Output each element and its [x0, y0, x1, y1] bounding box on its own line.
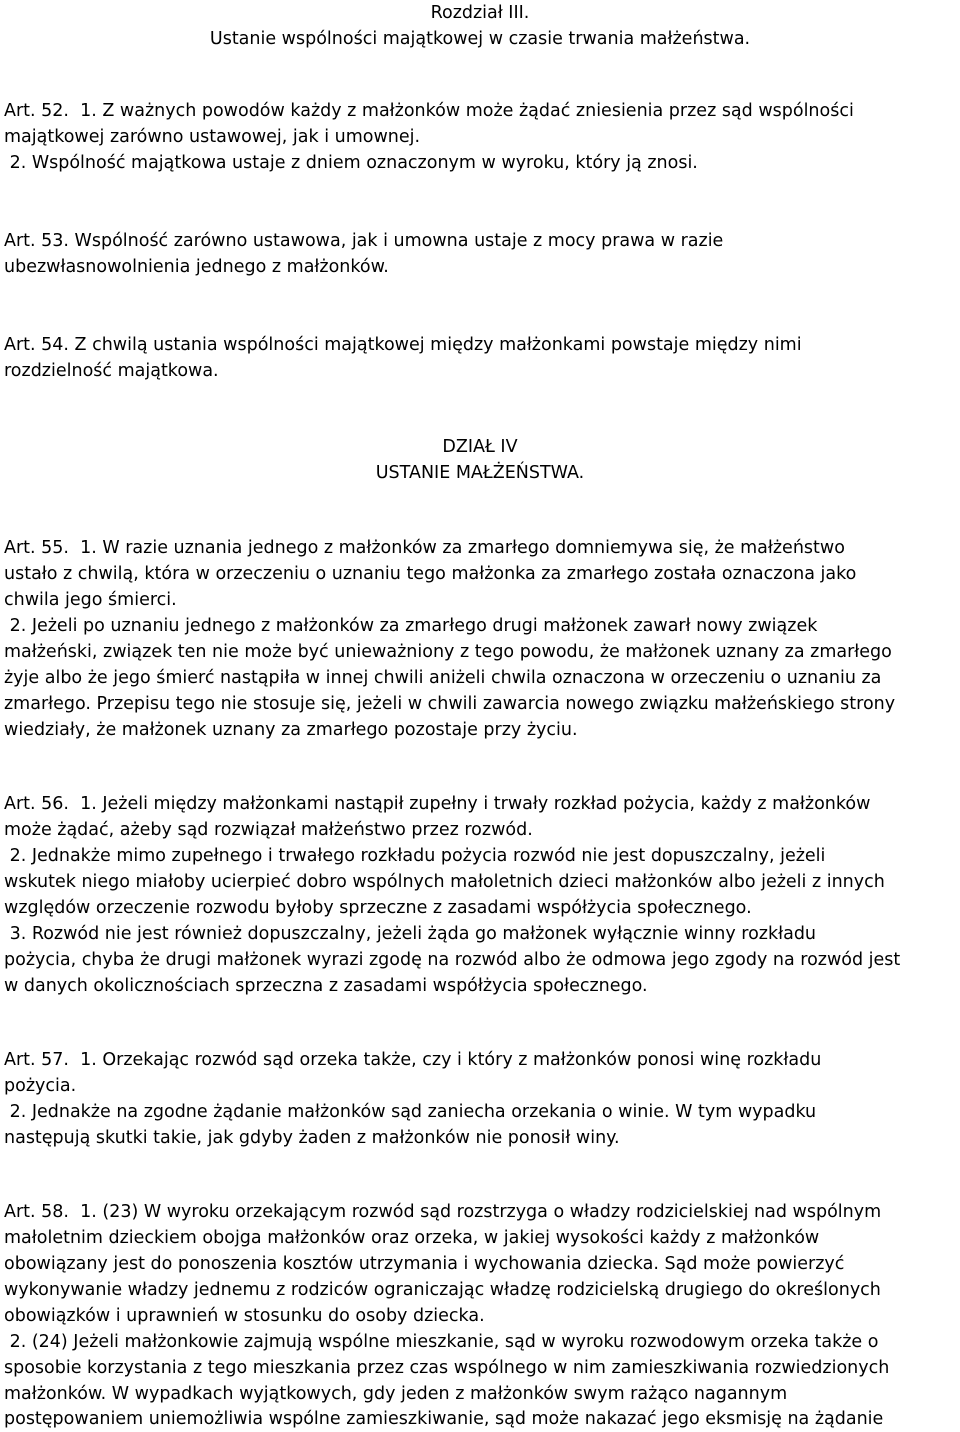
art56-line: pożycia, chyba że drugi małżonek wyrazi zgodę na rozwód albo że odmowa jego zgody na rozwód jest [4, 950, 901, 970]
art58-line: obowiązków i uprawnień w stosunku do osoby dziecka. [4, 1306, 485, 1326]
art57-line: pożycia. [4, 1076, 77, 1096]
art55-line: ustało z chwilą, która w orzeczeniu o uznaniu tego małżonka za zmarłego została oznaczona jako [4, 564, 857, 584]
art54-line: rozdzielność majątkowa. [4, 361, 219, 381]
chapter-subtitle: Ustanie wspólności majątkowej w czasie trwania małżeństwa. [209, 29, 751, 49]
art58-line: Art. 58. 1. (23) W wyroku orzekającym rozwód sąd rozstrzyga o władzy rodzicielskiej nad wspólnym [4, 1202, 882, 1222]
art56-line: może żądać, ażeby sąd rozwiązał małżeństwo przez rozwód. [4, 820, 533, 840]
art56-line: wskutek niego miałoby ucierpieć dobro wspólnych małoletnich dzieci małżonków albo jeżeli z innych [4, 872, 885, 892]
section-title: DZIAŁ IV [442, 437, 518, 457]
art57-line: Art. 57. 1. Orzekając rozwód sąd orzeka także, czy i który z małżonków ponosi winę rozkładu [4, 1050, 822, 1070]
art56-line: względów orzeczenie rozwodu byłoby sprzeczne z zasadami współżycia społecznego. [4, 898, 752, 918]
art55-line: 2. Jeżeli po uznaniu jednego z małżonków za zmarłego drugi małżonek zawarł nowy związek [4, 616, 818, 636]
art55-line: małżeński, związek ten nie może być unieważniony z tego powodu, że małżonek uznany za zmarłego [4, 642, 892, 662]
art56-line: 2. Jednakże mimo zupełnego i trwałego rozkładu pożycia rozwód nie jest dopuszczalny, jeżeli [4, 846, 826, 866]
art58-line: sposobie korzystania z tego mieszkania przez czas wspólnego w nim zamieszkiwania rozwiedzionych [4, 1358, 890, 1378]
art58-line: wykonywanie władzy jednemu z rodziców ograniczając władzę rodzicielską drugiego do określonych [4, 1280, 881, 1300]
art58-line: obowiązany jest do ponoszenia kosztów utrzymania i wychowania dziecka. Sąd może powierzyć [4, 1254, 845, 1274]
section-subtitle: USTANIE MAŁŻEŃSTWA. [375, 463, 585, 483]
art52-line: majątkowej zarówno ustawowej, jak i umownej. [4, 127, 421, 147]
art53-line: Art. 53. Wspólność zarówno ustawowa, jak i umowna ustaje z mocy prawa w razie [4, 231, 724, 251]
art58-line: postępowaniem uniemożliwia wspólne zamieszkiwanie, sąd może nakazać jego eksmisję na żądanie [4, 1409, 884, 1429]
art58-line: małżonków. W wypadkach wyjątkowych, gdy jeden z małżonków swym rażąco nagannym [4, 1384, 788, 1404]
art55-line: zmarłego. Przepisu tego nie stosuje się, jeżeli w chwili zawarcia nowego związku małżeńskiego strony [4, 694, 896, 714]
art57-line: 2. Jednakże na zgodne żądanie małżonków sąd zaniecha orzekania o winie. W tym wypadku [4, 1102, 817, 1122]
art58-line: małoletnim dzieckiem obojga małżonków oraz orzeka, w jakiej wysokości każdy z małżonków [4, 1228, 820, 1248]
chapter-title: Rozdział III. [430, 3, 530, 23]
art57-line: następują skutki takie, jak gdyby żaden z małżonków nie ponosił winy. [4, 1128, 620, 1148]
art56-line: Art. 56. 1. Jeżeli między małżonkami nastąpił zupełny i trwały rozkład pożycia, każdy z małżonków [4, 794, 871, 814]
art55-line: chwila jego śmierci. [4, 590, 177, 610]
art52-line: 2. Wspólność majątkowa ustaje z dniem oznaczonym w wyroku, który ją znosi. [4, 153, 698, 173]
art52-line: Art. 52. 1. Z ważnych powodów każdy z małżonków może żądać zniesienia przez sąd wspólności [4, 101, 854, 121]
art53-line: ubezwłasnowolnienia jednego z małżonków. [4, 257, 389, 277]
art55-line: żyje albo że jego śmierć nastąpiła w innej chwili aniżeli chwila oznaczona w orzeczeniu o uznaniu za [4, 668, 882, 688]
art54-line: Art. 54. Z chwilą ustania wspólności majątkowej między małżonkami powstaje między nimi [4, 335, 802, 355]
art55-line: Art. 55. 1. W razie uznania jednego z małżonków za zmarłego domniemywa się, że małżeństwo [4, 538, 845, 558]
art56-line: w danych okolicznościach sprzeczna z zasadami współżycia społecznego. [4, 976, 648, 996]
art55-line: wiedziały, że małżonek uznany za zmarłego pozostaje przy życiu. [4, 720, 578, 740]
art56-line: 3. Rozwód nie jest również dopuszczalny, jeżeli żąda go małżonek wyłącznie winny rozkładu [4, 924, 817, 944]
art58-line: 2. (24) Jeżeli małżonkowie zajmują wspólne mieszkanie, sąd w wyroku rozwodowym orzeka także o [4, 1332, 879, 1352]
